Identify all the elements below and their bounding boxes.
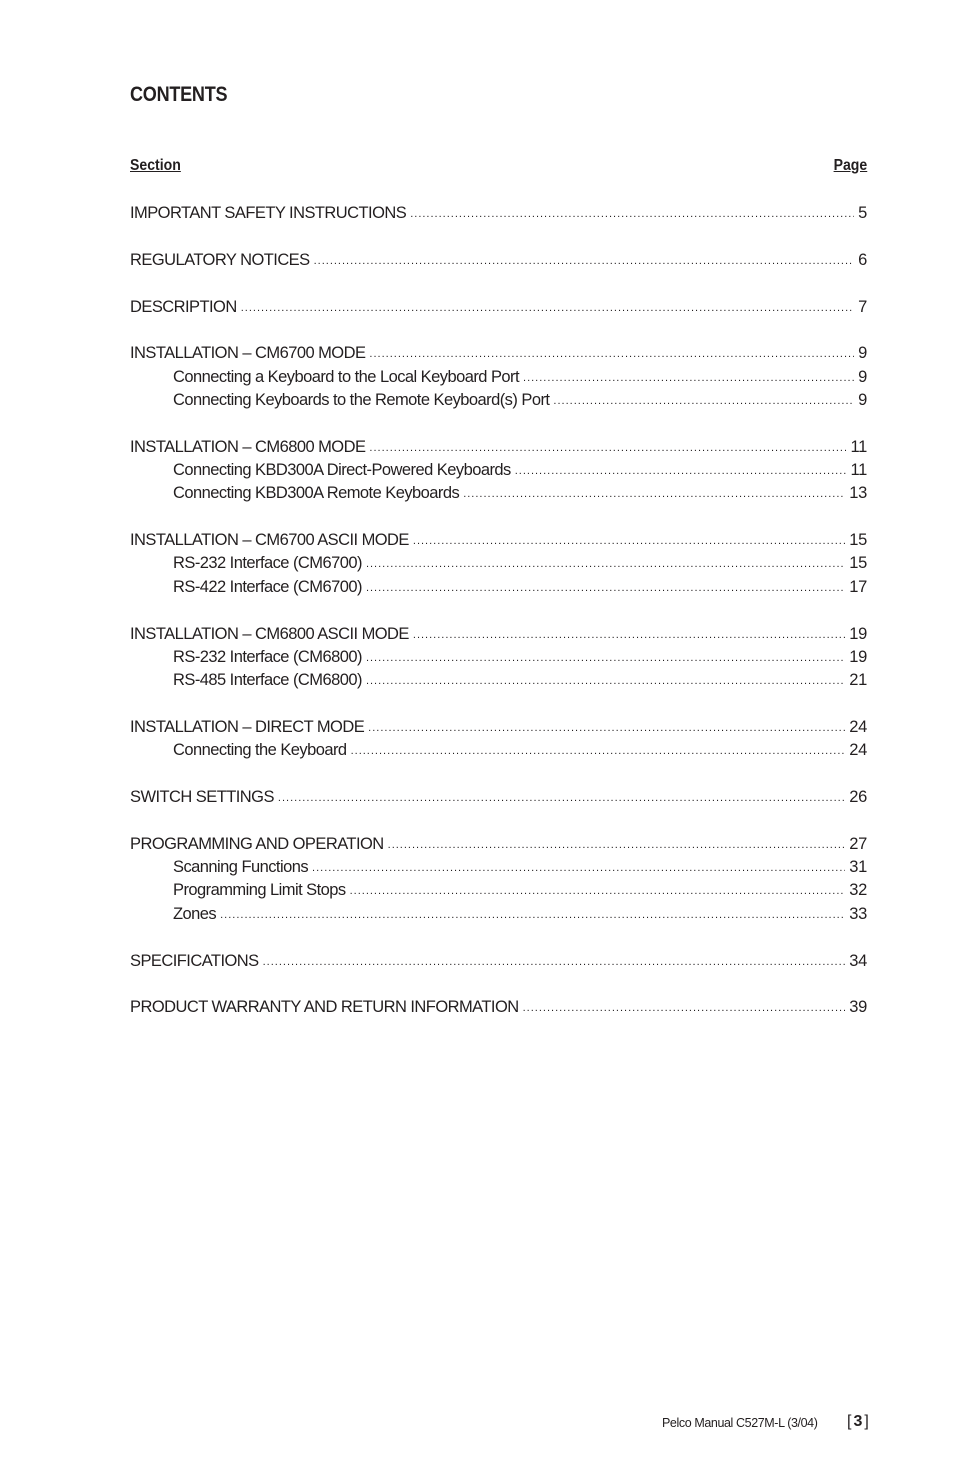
toc-entry-title: PROGRAMMING AND OPERATION <box>130 834 384 853</box>
toc-entry-page: 17 <box>849 577 867 596</box>
toc-entry-page: 32 <box>849 881 867 900</box>
dot-leader <box>366 647 845 670</box>
toc-entry-page: 21 <box>849 671 867 690</box>
dot-leader <box>369 437 846 460</box>
toc-group <box>130 996 867 1019</box>
dot-leader <box>413 530 845 553</box>
toc-entry-title: INSTALLATION – CM6800 MODE <box>130 437 366 456</box>
toc-entry-page: 9 <box>858 344 867 363</box>
toc-entry-title: Connecting a Keyboard to the Local Keyboard Port <box>173 367 520 386</box>
toc-entry-title: DESCRIPTION <box>130 297 237 316</box>
toc-subentry <box>130 389 867 412</box>
dot-leader <box>312 857 845 880</box>
dot-leader <box>263 951 846 974</box>
toc-group <box>130 716 867 763</box>
page-number <box>847 1413 871 1431</box>
toc-subentry <box>130 646 867 669</box>
toc-group <box>130 786 867 809</box>
toc-entry-title: INSTALLATION – DIRECT MODE <box>130 717 365 736</box>
dot-leader <box>278 787 845 810</box>
toc-entry-page: 31 <box>849 858 867 877</box>
toc-group <box>130 202 867 225</box>
manual-identifier: Pelco Manual C527M-L (3/04) <box>662 1416 818 1430</box>
page-footer <box>0 1413 954 1435</box>
toc-entry-page: 26 <box>849 788 867 807</box>
toc-entry-page: 15 <box>849 531 867 550</box>
toc-subentry <box>130 879 867 902</box>
toc-entry <box>130 623 867 646</box>
toc-entry-title: REGULATORY NOTICES <box>130 250 310 269</box>
toc-group <box>130 950 867 973</box>
toc-entry-page: 6 <box>858 250 867 269</box>
toc-entry-page: 19 <box>849 624 867 643</box>
toc-entry <box>130 833 867 856</box>
toc-entry-title: Programming Limit Stops <box>173 881 346 900</box>
dot-leader <box>366 670 845 693</box>
toc-entry-title: IMPORTANT SAFETY INSTRUCTIONS <box>130 204 407 222</box>
dot-leader <box>351 740 846 763</box>
toc-subentry <box>130 739 867 762</box>
toc-subentry <box>130 366 867 389</box>
toc-entry-title: RS-485 Interface (CM6800) <box>173 671 362 690</box>
dot-leader <box>220 904 845 927</box>
dot-leader <box>553 390 854 413</box>
toc-entry <box>130 436 867 459</box>
toc-entry-title: INSTALLATION – CM6700 ASCII MODE <box>130 531 409 550</box>
toc-entry-page: 7 <box>858 297 867 316</box>
toc-entry-title: INSTALLATION – CM6700 MODE <box>130 344 366 363</box>
toc-entry <box>130 342 867 365</box>
toc-group <box>130 342 867 412</box>
toc-group <box>130 296 867 319</box>
toc-entry-page: 24 <box>849 741 867 760</box>
toc-subentry <box>130 576 867 599</box>
dot-leader <box>388 834 846 857</box>
toc-entry <box>130 716 867 739</box>
toc-entry-page: 34 <box>849 951 867 970</box>
toc-entry-title: SPECIFICATIONS <box>130 951 259 970</box>
dot-leader <box>410 203 854 226</box>
toc-entry <box>130 786 867 809</box>
toc-entry-title: INSTALLATION – CM6800 ASCII MODE <box>130 624 409 643</box>
toc-entry-title: Scanning Functions <box>173 858 309 877</box>
toc-entry-title: PRODUCT WARRANTY AND RETURN INFORMATION <box>130 998 519 1017</box>
toc-entry <box>130 996 867 1019</box>
page-title: CONTENTS <box>130 83 228 106</box>
toc-entry-title: RS-232 Interface (CM6700) <box>173 554 362 573</box>
toc-subentry <box>130 552 867 575</box>
toc-entry-page: 11 <box>850 461 867 480</box>
page-number-value: 3 <box>853 1413 865 1430</box>
toc-group <box>130 436 867 506</box>
toc-entry-page: 9 <box>858 367 867 386</box>
dot-leader <box>523 997 846 1020</box>
toc-entry-page: 39 <box>849 998 867 1017</box>
section-column-header: Section <box>130 157 181 174</box>
toc-entry <box>130 202 867 225</box>
dot-leader <box>463 483 845 506</box>
toc-entry-page: 13 <box>849 484 867 503</box>
toc-group <box>130 529 867 599</box>
toc-entry-title: RS-232 Interface (CM6800) <box>173 647 362 666</box>
toc-subentry <box>130 669 867 692</box>
page-column-header: Page <box>833 157 867 174</box>
dot-leader <box>515 460 847 483</box>
toc-column-headers <box>130 157 867 177</box>
toc-entry-page: 9 <box>858 390 867 409</box>
dot-leader <box>369 343 854 366</box>
toc-subentry <box>130 482 867 505</box>
toc-entry-title: Connecting KBD300A Direct-Powered Keyboards <box>173 461 511 480</box>
toc-entry-page: 19 <box>849 647 867 666</box>
toc-entry-title: Connecting the Keyboard <box>173 741 347 760</box>
toc-subentry <box>130 856 867 879</box>
dot-leader <box>413 624 845 647</box>
toc-entry <box>130 950 867 973</box>
page-number-open-bracket: [ <box>847 1413 854 1430</box>
toc-entry-page: 27 <box>849 834 867 853</box>
dot-leader <box>366 553 845 576</box>
dot-leader <box>368 717 845 740</box>
toc-entry <box>130 296 867 319</box>
toc-entry-page: 24 <box>849 717 867 736</box>
toc-entry-page: 15 <box>849 554 867 573</box>
toc-entry-page: 11 <box>850 437 867 456</box>
table-of-contents <box>130 202 867 1043</box>
toc-subentry <box>130 459 867 482</box>
toc-entry <box>130 529 867 552</box>
toc-entry-title: Connecting Keyboards to the Remote Keyboard(s) Port <box>173 390 550 409</box>
toc-subentry <box>130 903 867 926</box>
toc-group <box>130 623 867 693</box>
toc-entry <box>130 249 867 272</box>
toc-entry-title: SWITCH SETTINGS <box>130 788 274 807</box>
toc-group <box>130 833 867 926</box>
page-number-close-bracket: ] <box>864 1413 871 1430</box>
toc-entry-page: 5 <box>858 204 867 222</box>
toc-entry-title: Connecting KBD300A Remote Keyboards <box>173 484 460 503</box>
toc-entry-title: Zones <box>173 904 217 923</box>
dot-leader <box>350 880 846 903</box>
dot-leader <box>523 367 854 390</box>
dot-leader <box>366 577 845 600</box>
toc-entry-page: 33 <box>849 904 867 923</box>
toc-entry-title: RS-422 Interface (CM6700) <box>173 577 362 596</box>
toc-group <box>130 249 867 272</box>
dot-leader <box>241 297 854 320</box>
dot-leader <box>314 250 855 273</box>
